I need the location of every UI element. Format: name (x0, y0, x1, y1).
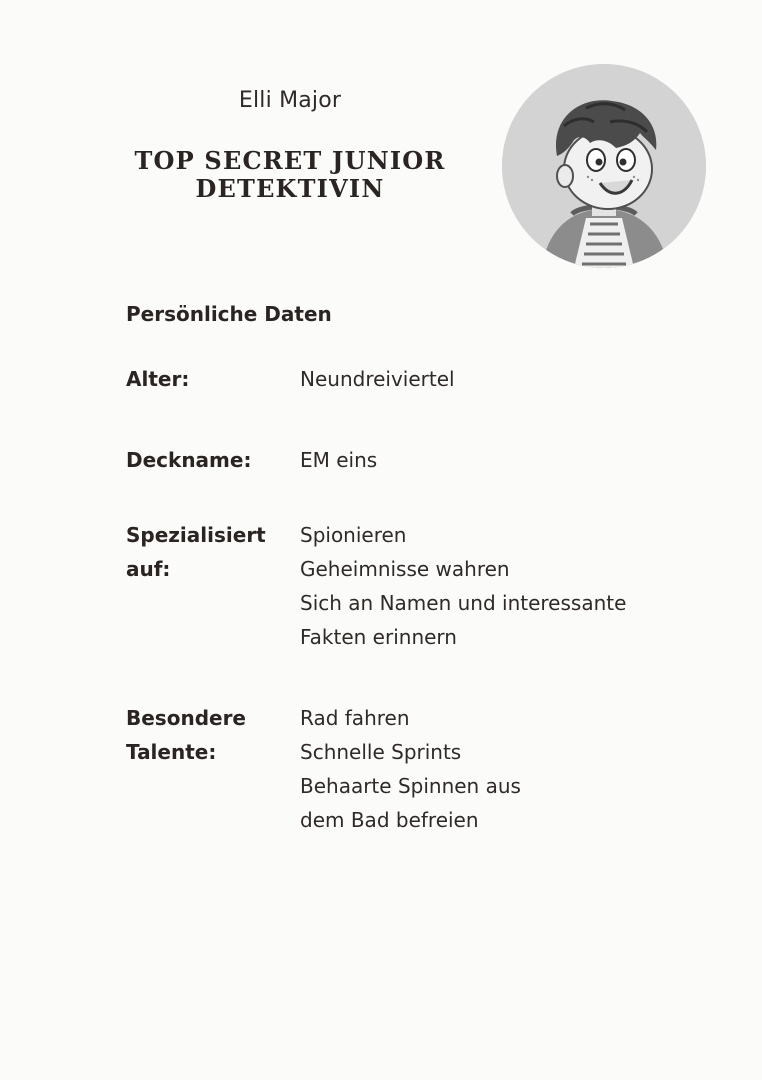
row-value-line: Schnelle Sprints (300, 740, 462, 764)
profile-title-line-2: DETEKTIVIN (195, 174, 385, 203)
row-label-line: Spezialisiert (126, 523, 266, 547)
section-title: Persönliche Daten (126, 302, 332, 326)
profile-title (130, 147, 450, 203)
row-label-line: Besondere (126, 706, 246, 730)
row-value-line: Rad fahren (300, 706, 410, 730)
row-value-line: EM eins (300, 448, 378, 472)
person-name: Elli Major (238, 88, 342, 113)
row-value-alter (300, 362, 720, 396)
row-value-deckname (300, 443, 720, 477)
row-label-line: Alter: (126, 367, 190, 391)
row-value-line: dem Bad befreien (300, 808, 479, 832)
row-label-deckname (126, 443, 286, 477)
row-label-talente (126, 701, 286, 769)
row-value-line: Behaarte Spinnen aus (300, 774, 521, 798)
profile-header (130, 88, 450, 203)
profile-title-line-1: TOP SECRET JUNIOR (134, 146, 446, 175)
row-value-line: Geheimnisse wahren (300, 557, 510, 581)
row-value-line: Neundreiviertel (300, 367, 455, 391)
row-value-line: Spionieren (300, 523, 407, 547)
row-label-line: Talente: (126, 740, 217, 764)
child-portrait-icon (502, 64, 706, 268)
row-label-spezialisiert (126, 518, 286, 586)
row-value-line: Fakten erinnern (300, 625, 457, 649)
row-label-line: auf: (126, 557, 171, 581)
row-value-talente (300, 701, 720, 837)
row-value-spezialisiert (300, 518, 720, 654)
row-label-alter (126, 362, 286, 396)
row-label-line: Deckname: (126, 448, 252, 472)
row-value-line: Sich an Namen und interessante (300, 591, 627, 615)
